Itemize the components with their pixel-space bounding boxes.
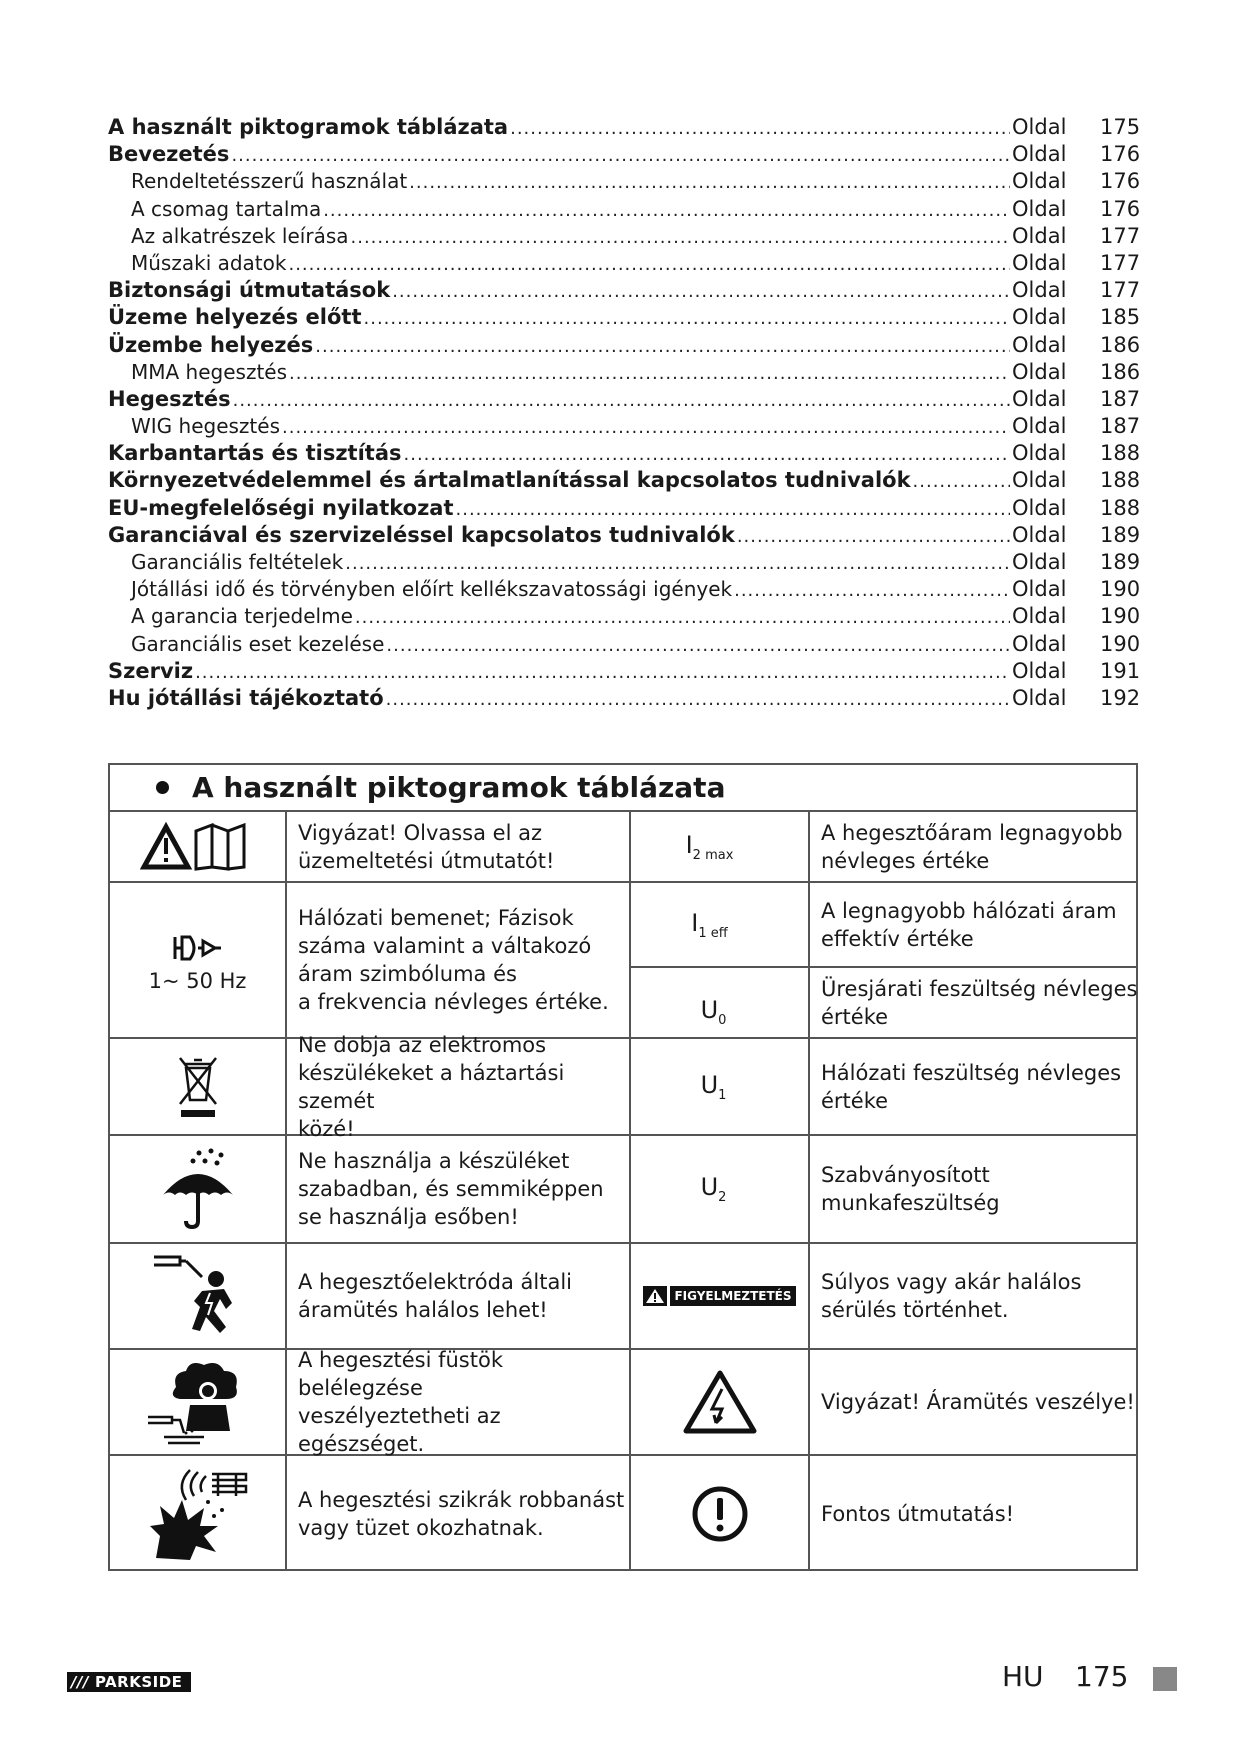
pictogram-table-title: A használt piktogramok táblázata	[192, 771, 726, 804]
pictogram-desc: Vigyázat! Áramütés veszélye!	[821, 1390, 1135, 1414]
toc-entry-title: Műszaki adatok	[131, 250, 287, 275]
toc-entry-title: Rendeltetésszerű használat	[131, 169, 408, 194]
toc-entry	[108, 332, 1141, 359]
pictogram-desc: Vigyázat! Olvassa el az üzemeltetési útmutatót!	[298, 820, 555, 873]
toc-entry-page: 189	[1100, 522, 1141, 547]
welding-sparks-icon	[110, 1456, 285, 1571]
pictogram-desc: Szabványosított munkafeszültség	[821, 1163, 1000, 1215]
toc-entry-title: Karbantartás és tisztítás	[108, 441, 402, 466]
toc-entry	[108, 603, 1141, 630]
toc-leader-dots	[351, 224, 1011, 251]
toc-entry-label: Oldal	[1012, 522, 1067, 547]
symbol-i1eff: $I_{1 eff}$	[691, 908, 728, 941]
toc-leader-dots	[364, 305, 1011, 332]
welding-fumes-icon	[110, 1350, 285, 1454]
toc-entry-page: 190	[1100, 604, 1141, 629]
symbol-u1: $U_1$	[700, 1070, 727, 1103]
toc-entry	[108, 413, 1141, 440]
toc-entry-page: 187	[1100, 414, 1141, 439]
toc-entry-title: Szerviz	[108, 658, 194, 683]
toc-entry-title: Hu jótállási tájékoztató	[108, 685, 384, 710]
toc-entry	[108, 196, 1141, 223]
warning-label-icon: FIGYELMEZTETÉS	[631, 1244, 808, 1348]
toc-entry-title: Üzeme helyezés előtt	[108, 305, 362, 330]
toc-leader-dots	[289, 360, 1010, 387]
toc-entry-title: Jótállási idő és törvényben előírt kellékszavatossági igények	[131, 577, 733, 602]
toc-entry	[108, 495, 1141, 522]
toc-entry	[108, 440, 1141, 467]
toc-entry	[108, 522, 1141, 549]
toc-entry-label: Oldal	[1012, 550, 1067, 574]
toc-leader-dots	[386, 632, 1010, 659]
pictogram-desc: A hegesztőáram legnagyobb névleges értéke	[821, 820, 1123, 873]
toc-entry-label: Oldal	[1012, 577, 1067, 602]
electrode-shock-icon	[110, 1244, 285, 1348]
footer-marker	[1153, 1667, 1177, 1691]
toc-leader-dots	[315, 333, 1010, 360]
toc-leader-dots	[386, 686, 1010, 713]
toc-entry-label: Oldal	[1012, 495, 1067, 520]
pictogram-desc: Üresjárati feszültség névleges értéke	[821, 976, 1138, 1029]
toc-entry-page: 192	[1100, 685, 1141, 710]
footer-page-number: 175	[1075, 1660, 1129, 1693]
crossed-bin-icon	[110, 1039, 285, 1134]
symbol-i2max: $I_{2 max}$	[685, 830, 734, 863]
mains-input-icon	[110, 883, 285, 1037]
toc-entry-page: 188	[1100, 495, 1141, 520]
toc-entry-page: 185	[1100, 305, 1141, 330]
toc-entry-title: Biztonsági útmutatások	[108, 278, 391, 303]
toc-leader-dots	[288, 251, 1010, 278]
toc-leader-dots	[233, 387, 1010, 414]
toc-leader-dots	[913, 468, 1010, 495]
toc-entry-page: 190	[1100, 631, 1141, 656]
toc-entry-page: 175	[1100, 115, 1141, 139]
toc-entry-label: Oldal	[1012, 305, 1067, 330]
footer-language: HU	[1002, 1660, 1044, 1693]
toc-entry	[108, 386, 1141, 413]
toc-entry-title: EU-megfelelőségi nyilatkozat	[108, 495, 454, 520]
toc-entry	[108, 658, 1141, 685]
toc-entry-label: Oldal	[1012, 142, 1067, 167]
toc-entry-label: Oldal	[1012, 278, 1067, 303]
pictogram-table-header	[110, 765, 1136, 812]
toc-entry-label: Oldal	[1012, 631, 1067, 656]
mains-input-label: 1~ 50 Hz	[148, 969, 247, 993]
high-voltage-icon	[631, 1350, 808, 1454]
pictogram-desc: Hálózati feszültség névleges értéke	[821, 1060, 1122, 1113]
toc-entry-page: 186	[1100, 359, 1141, 384]
toc-entry-label: Oldal	[1012, 468, 1067, 493]
toc-entry	[108, 223, 1141, 250]
toc-entry	[108, 277, 1141, 304]
parkside-logo: /// PARKSIDE	[67, 1672, 191, 1692]
symbol-u0: $U_0$	[700, 995, 727, 1028]
toc-leader-dots	[409, 169, 1010, 196]
toc-entry-page: 188	[1100, 441, 1141, 466]
toc-entry-label: Oldal	[1012, 223, 1067, 248]
toc-entry	[108, 168, 1141, 195]
toc-entry-page: 191	[1100, 658, 1141, 683]
toc-entry-label: Oldal	[1012, 685, 1067, 710]
toc-entry	[108, 359, 1141, 386]
warning-manual-icon	[110, 812, 285, 881]
toc-entry	[108, 467, 1141, 494]
toc-entry-page: 176	[1100, 169, 1141, 194]
toc-entry	[108, 250, 1141, 277]
toc-entry-title: Környezetvédelemmel és ártalmatlanítással kapcsolatos tudnivalók	[108, 468, 911, 493]
toc-entry-label: Oldal	[1012, 359, 1067, 384]
toc-entry-label: Oldal	[1012, 386, 1067, 411]
toc-entry	[108, 304, 1141, 331]
umbrella-rain-icon	[110, 1136, 285, 1242]
toc-entry-page: 189	[1100, 550, 1141, 574]
toc-leader-dots	[195, 659, 1010, 686]
toc-leader-dots	[510, 115, 1010, 142]
toc-entry-label: Oldal	[1012, 250, 1067, 275]
toc-entry-title: A garancia terjedelme	[131, 604, 353, 629]
toc-leader-dots	[456, 496, 1010, 523]
toc-entry	[108, 685, 1141, 712]
symbol-u2: $U_2$	[700, 1173, 727, 1205]
table-of-contents	[108, 114, 1141, 712]
toc-entry-page: 176	[1100, 196, 1141, 221]
toc-entry-label: Oldal	[1012, 658, 1067, 683]
toc-leader-dots	[392, 278, 1010, 305]
toc-entry	[108, 141, 1141, 168]
toc-entry-label: Oldal	[1012, 604, 1067, 629]
toc-leader-dots	[323, 197, 1010, 224]
pictogram-desc: Súlyos vagy akár halálos sérülés történhet.	[821, 1270, 1082, 1322]
toc-entry-page: 177	[1100, 250, 1141, 275]
toc-entry-page: 177	[1100, 223, 1141, 248]
toc-entry	[108, 549, 1141, 576]
pictogram-desc: A hegesztési szikrák robbanást vagy tüzet okozhatnak.	[298, 1487, 625, 1540]
toc-leader-dots	[282, 414, 1010, 441]
toc-entry-title: WIG hegesztés	[131, 414, 280, 439]
toc-entry-title: Bevezetés	[108, 142, 230, 167]
toc-entry-label: Oldal	[1012, 332, 1067, 357]
toc-entry-title: MMA hegesztés	[131, 359, 288, 384]
toc-entry-title: Üzembe helyezés	[108, 332, 314, 357]
toc-entry-page: 176	[1100, 142, 1141, 167]
pictogram-desc: Hálózati bemenet; Fázisok száma valamint a váltakozó áram szimbóluma és a frekvencia névleges értéke.	[298, 906, 609, 1014]
toc-entry-page: 177	[1100, 278, 1141, 303]
toc-entry-label: Oldal	[1012, 115, 1067, 139]
pictogram-desc: Ne dobja az elektromos készülékeket a háztartási szemét közé!	[298, 1032, 565, 1141]
toc-entry-title: A csomag tartalma	[131, 196, 322, 221]
toc-entry	[108, 114, 1141, 141]
pictogram-desc: A legnagyobb hálózati áram effektív értéke	[821, 898, 1117, 951]
bullet-icon	[156, 781, 169, 794]
toc-entry-page: 190	[1100, 577, 1141, 602]
toc-leader-dots	[355, 604, 1010, 631]
toc-leader-dots	[231, 142, 1010, 169]
toc-entry-label: Oldal	[1012, 196, 1067, 221]
toc-leader-dots	[345, 550, 1010, 577]
toc-leader-dots	[734, 577, 1010, 604]
toc-entry-title: Az alkatrészek leírása	[131, 223, 349, 248]
toc-leader-dots	[737, 523, 1010, 550]
toc-entry-page: 188	[1100, 468, 1141, 493]
toc-entry-label: Oldal	[1012, 169, 1067, 194]
toc-entry-title: Garanciális feltételek	[131, 550, 344, 574]
toc-entry-title: Hegesztés	[108, 386, 231, 411]
toc-entry	[108, 576, 1141, 603]
toc-leader-dots	[404, 441, 1011, 468]
important-icon	[631, 1456, 808, 1571]
pictogram-desc: Fontos útmutatás!	[821, 1501, 1015, 1526]
toc-entry-page: 186	[1100, 332, 1141, 357]
toc-entry-title: Garanciális eset kezelése	[131, 631, 385, 656]
toc-entry-label: Oldal	[1012, 441, 1067, 466]
toc-entry-title: Garanciával és szervizeléssel kapcsolatos tudnivalók	[108, 522, 735, 547]
pictogram-desc: A hegesztőelektróda általi áramütés halálos lehet!	[298, 1270, 573, 1322]
pictogram-desc: Ne használja a készüléket szabadban, és semmiképpen se használja esőben!	[298, 1149, 604, 1229]
toc-entry-title: A használt piktogramok táblázata	[108, 115, 509, 139]
pictogram-table	[108, 763, 1138, 1571]
toc-entry-page: 187	[1100, 386, 1141, 411]
toc-entry	[108, 631, 1141, 658]
toc-entry-label: Oldal	[1012, 414, 1067, 439]
pictogram-desc: A hegesztési füstök belélegzése veszélyeztetheti az egészséget.	[298, 1348, 503, 1456]
